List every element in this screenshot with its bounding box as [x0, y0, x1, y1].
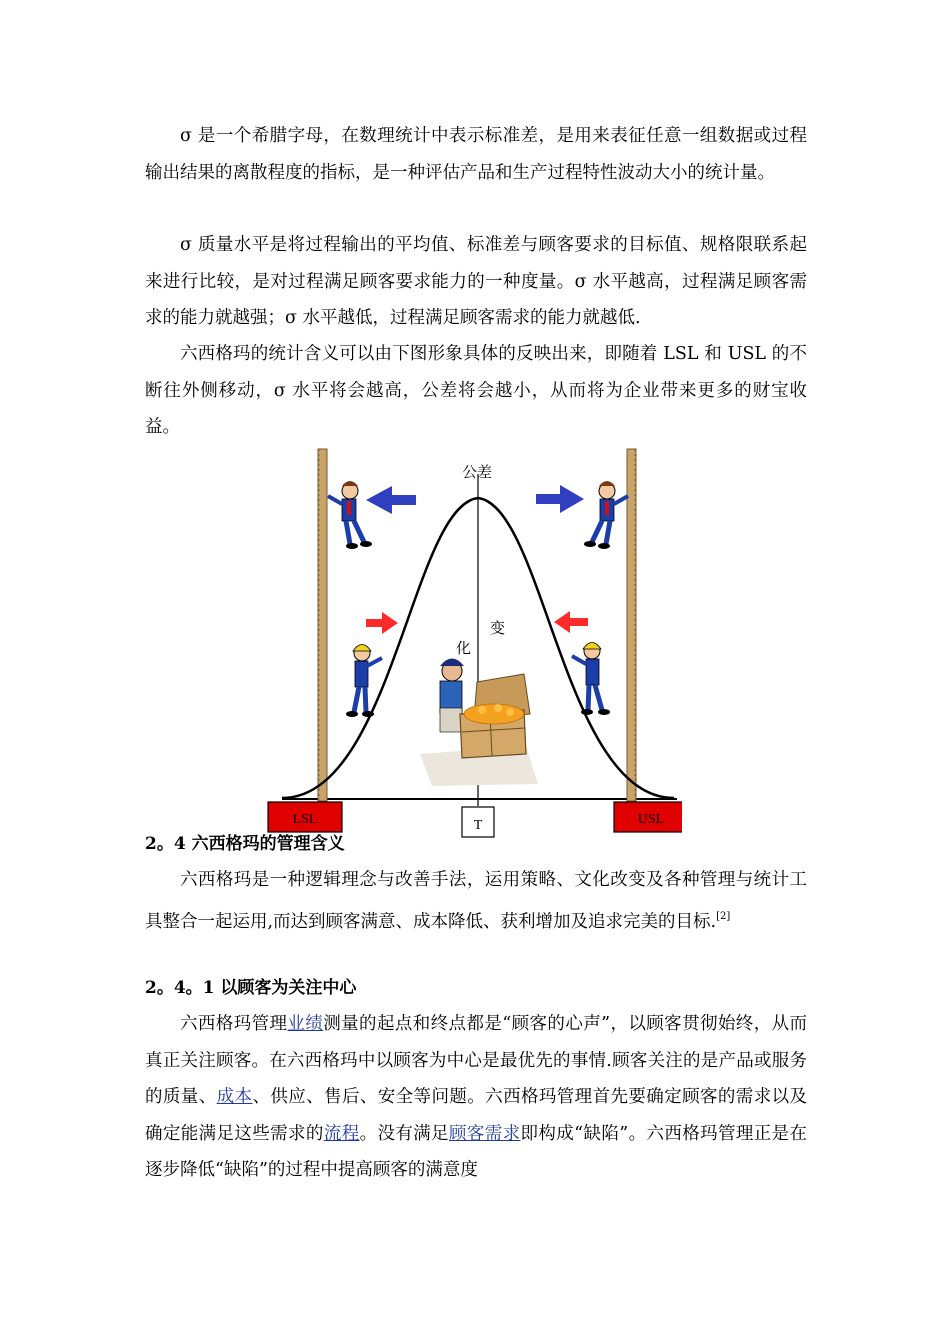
paragraph-sigma-definition: σ 是一个希腊字母，在数理统计中表示标准差，是用来表征任意一组数据或过程输出结果的离散程度的指标，是一种评估产品和生产过程特性波动大小的统计量。 — [145, 126, 807, 183]
text-segment: 、供应、售后、安全等问题。六西格玛管理首先要确定顾客的需求以及确定能满足这些需求的 — [145, 1087, 808, 1144]
lsl-box — [268, 802, 342, 832]
section-heading-2-4: 2。4 六西格玛的管理含义 — [145, 834, 345, 854]
worker-pushing-right-icon — [346, 645, 382, 718]
man-pushing-right-icon — [584, 481, 628, 549]
paragraph-six-sigma-statistics: 六西格玛的统计含义可以由下图形象具体的反映出来，即随着 LSL 和 USL 的不断往外侧移动，σ 水平将会越高，公差将会越小，从而将为企业带来更多的财宝收益。 — [145, 344, 807, 437]
pirate-treasure-chest-icon — [420, 659, 538, 787]
label-hua: 化 — [456, 639, 472, 657]
paragraph-customer-focus — [145, 1006, 807, 1189]
man-pushing-left-icon — [328, 481, 372, 549]
link-process[interactable]: 流程 — [323, 1123, 360, 1144]
target-label: T — [473, 818, 483, 833]
paragraph-six-sigma-management — [145, 862, 807, 940]
label-bian: 变 — [490, 619, 506, 637]
lsl-label: LSL — [292, 812, 318, 827]
link-customer-needs[interactable]: 顾客需求 — [448, 1123, 521, 1144]
usl-label: USL — [637, 812, 665, 827]
red-arrow-right-icon — [366, 612, 398, 634]
paragraph-sigma-quality-level: σ 质量水平是将过程输出的平均值、标准差与顾客要求的目标值、规格限联系起来进行比较，是对过程满足顾客要求能力的一种度量。σ 水平越高，过程满足顾客需求的能力就越强；σ 水平越低，过程满足顾客需求的能力就越低. — [145, 235, 807, 328]
blue-arrow-right-icon — [536, 485, 584, 513]
blue-arrow-left-icon — [366, 486, 416, 514]
bell-curve-diagram — [262, 446, 682, 838]
target-box — [462, 807, 494, 837]
left-pole — [318, 449, 327, 801]
link-performance[interactable]: 业绩 — [287, 1014, 324, 1034]
citation-ref[interactable]: [2] — [716, 910, 731, 922]
red-arrow-left-icon — [554, 611, 588, 633]
section-heading-2-4-1: 2。4。1 以顾客为关注中心 — [145, 978, 357, 998]
text-segment: 。没有满足 — [359, 1123, 449, 1144]
text-segment: 测量的起点和终点都是“顾客的心声”，以顾客贯彻始终，从而真正关注顾客。在六西格玛中以顾客为中心是最优先的事情.顾客关注的是产品或服务的质量、 — [145, 1014, 807, 1107]
right-pole — [627, 449, 636, 801]
label-tolerance: 公差 — [462, 463, 493, 481]
text-segment: 即构成“缺陷”。六西格玛管理正是在逐步降低“缺陷”的过程中提高顾客的满意度 — [145, 1123, 808, 1180]
link-cost[interactable]: 成本 — [216, 1087, 253, 1107]
worker-pushing-left-icon — [572, 643, 610, 716]
six-sigma-figure — [262, 446, 682, 838]
text-segment: 六西格玛管理 — [180, 1014, 288, 1034]
paragraph-text: 六西格玛是一种逻辑理念与改善手法，运用策略、文化改变及各种管理与统计工具整合一起运用,而达到顾客满意、成本降低、获利增加及追求完美的目标. — [145, 870, 807, 932]
usl-box — [614, 802, 682, 832]
